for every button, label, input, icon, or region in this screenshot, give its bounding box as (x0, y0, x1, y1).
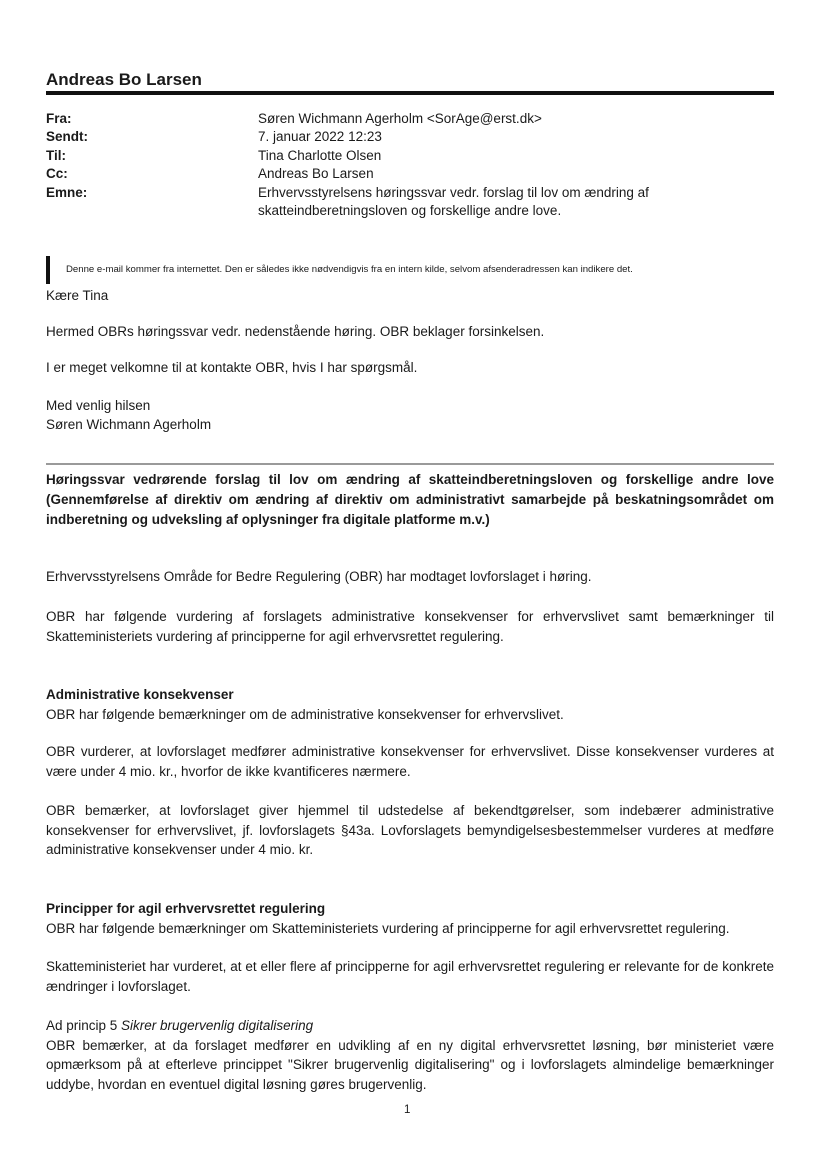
agil-section-title: Principper for agil erhvervsrettet regulering (46, 901, 326, 916)
cc-label: Cc: (46, 166, 68, 182)
intro-paragraph-1: Erhvervsstyrelsens Område for Bedre Regulering (OBR) har modtaget lovforslaget i høring. (46, 569, 592, 584)
principle-prefix: Ad princip 5 (46, 1018, 122, 1033)
intro-paragraph-2: OBR har følgende vurdering af forslagets administrative konsekvenser for erhvervslivet samt bemærkninger til Skatteministeriets vurdering af principperne for agil erhvervsrettet regulering. (46, 609, 774, 644)
from-label: Fra: (46, 111, 72, 126)
from-value: Søren Wichmann Agerholm <SorAge@erst.dk> (258, 111, 542, 126)
principle-paragraph: OBR bemærker, at da forslaget medfører en udvikling af en ny digital erhvervsrettet løsning, bør ministeriet være opmærksom på at efterleve princippet "Sikrer brugervenlig digitalisering" og i lovforslagets almindelige bemærkninger uddybe, hvordan en eventuel digital løsning gøres brugervenlig. (46, 1037, 774, 1092)
email-header-fields (46, 110, 774, 220)
agil-paragraph-1: OBR har følgende bemærkninger om Skatteministeriets vurdering af principperne for agil erhvervsrettet regulering. (46, 920, 730, 936)
external-email-banner (46, 256, 776, 286)
admin-section (46, 685, 774, 724)
to-label: Til: (46, 147, 66, 163)
greeting: Kære Tina (46, 288, 109, 303)
admin-section-title: Administrative konsekvenser (46, 687, 234, 702)
page-number: 1 (404, 1104, 411, 1116)
admin-paragraph-2: OBR vurderer, at lovforslaget medfører administrative konsekvenser for erhvervslivet. Disse konsekvenser vurderes at være under 4 mio. kr., hvorfor de ikke kvantificeres nærmere. (46, 744, 774, 779)
closing: Med venlig hilsen (46, 398, 151, 413)
header-rule (46, 91, 774, 95)
sent-label: Sendt: (46, 129, 88, 145)
admin-paragraph-3: OBR bemærker, at lovforslaget giver hjemmel til udstedelse af bekendtgørelser, som indebærer administrative konsekvenser for erhvervslivet, jf. lovforslagets §43a. Lovforslagets bemyndigelsesbestemmelser vurderes at medføre administrative konsekvenser under 4 mio. kr. (46, 803, 774, 857)
agil-paragraph-2: Skatteministeriet har vurderet, at et eller flere af principperne for agil erhvervsrettet regulering er relevante for de konkrete ændringer i lovforslaget. (46, 959, 774, 994)
banner-text: Denne e-mail kommer fra internettet. Den er således ikke nødvendigvis fra en intern kilde, selvom afsenderadressen kan indikere det. (66, 264, 633, 275)
sender-name-title: Andreas Bo Larsen (46, 70, 202, 89)
principle-name: Sikrer brugervenlig digitalisering (121, 1018, 314, 1033)
principle-section (46, 1016, 774, 1094)
banner-bar (46, 256, 50, 284)
signature: Søren Wichmann Agerholm (46, 417, 212, 432)
section-divider (46, 463, 774, 465)
header-row-to (46, 147, 774, 165)
header-row-subject (46, 184, 774, 221)
principle-line (46, 1016, 774, 1036)
header-row-from (46, 110, 774, 128)
admin-paragraph-1: OBR har følgende bemærkninger om de administrative konsekvenser for erhvervslivet. (46, 706, 564, 722)
subject-value: Erhvervsstyrelsens høringssvar vedr. forslag til lov om ændring af skatteindberetningsloven og forskellige andre love. (258, 184, 649, 219)
document-heading: Høringssvar vedrørende forslag til lov om ændring af skatteindberetningsloven og forskellige andre love (Gennemførelse af direktiv om ændring af direktiv om administrativt samarbejde på beskatningsområdet om indberetning og udveksling af oplysninger fra digitale platforme m.v.) (46, 472, 774, 527)
body-paragraph-2: I er meget velkomne til at kontakte OBR, hvis I har spørgsmål. (46, 360, 418, 375)
to-value: Tina Charlotte Olsen (258, 147, 382, 163)
sent-value: 7. januar 2022 12:23 (258, 129, 382, 145)
agil-section (46, 899, 774, 938)
body-paragraph-1: Hermed OBRs høringssvar vedr. nedenstående høring. OBR beklager forsinkelsen. (46, 324, 545, 339)
header-row-cc (46, 165, 774, 183)
cc-value: Andreas Bo Larsen (258, 166, 374, 182)
subject-label: Emne: (46, 184, 88, 200)
header-row-sent (46, 128, 774, 146)
